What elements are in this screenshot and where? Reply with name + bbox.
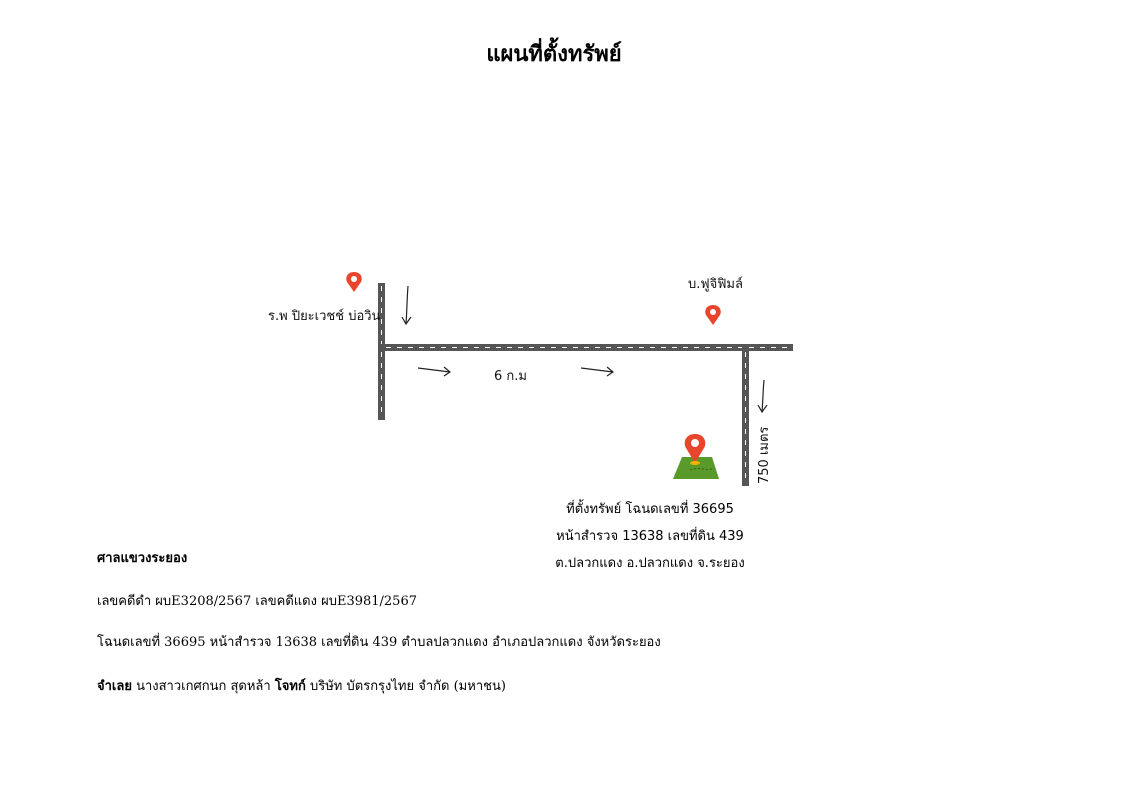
defendant-name: นางสาวเกศกนก สุดหล้า [131, 679, 275, 694]
company-label: บ.ฟูจิฟิมล์ [688, 277, 743, 292]
deed-details: โฉนดเลขที่ 36695 หน้าสำรวจ 13638 เลขที่ดิน 439 ตำบลปลวกแดง อำเภอปลวกแดง จังหวัดระยอง [97, 635, 661, 650]
land-plot-icon [673, 434, 719, 479]
page-title: แผนที่ตั้งทรัพย์ [486, 42, 622, 67]
arrow-right-icon [581, 367, 613, 376]
property-label-line: หน้าสำรวจ 13638 เลขที่ดิน 439 [556, 529, 744, 544]
plaintiff-name: บริษัท บัตรกรุงไทย จำกัด (มหาชน) [305, 679, 506, 694]
property-label-line: ต.ปลวกแดง อ.ปลวกแดง จ.ระยอง [555, 556, 745, 571]
court-name: ศาลแขวงระยอง [97, 551, 188, 566]
arrow-down-icon [402, 286, 411, 324]
arrow-right-icon [418, 367, 450, 376]
property-label-line: ที่ตั้งทรัพย์ โฉนดเลขที่ 36695 [566, 502, 734, 517]
distance-vertical-label: 750 เมตร [757, 426, 772, 484]
location-pin-icon [346, 272, 361, 292]
case-numbers: เลขคดีดำ ผบE3208/2567 เลขคดีแดง ผบE3981/2567 [97, 594, 417, 609]
property-label [540, 496, 760, 577]
parties-line [97, 675, 506, 696]
distance-horizontal-label: 6 ก.ม [494, 369, 527, 384]
defendant-label: จำเลย [97, 679, 132, 694]
road-vertical-left [378, 283, 385, 420]
road-horizontal-main [378, 344, 793, 351]
hospital-label: ร.พ ปิยะเวชช์ บ่อวิน [268, 309, 381, 324]
plaintiff-label: โจทก์ [274, 679, 306, 694]
location-pin-icon [705, 305, 720, 325]
arrow-down-icon [758, 380, 767, 412]
road-vertical-right [742, 344, 749, 486]
